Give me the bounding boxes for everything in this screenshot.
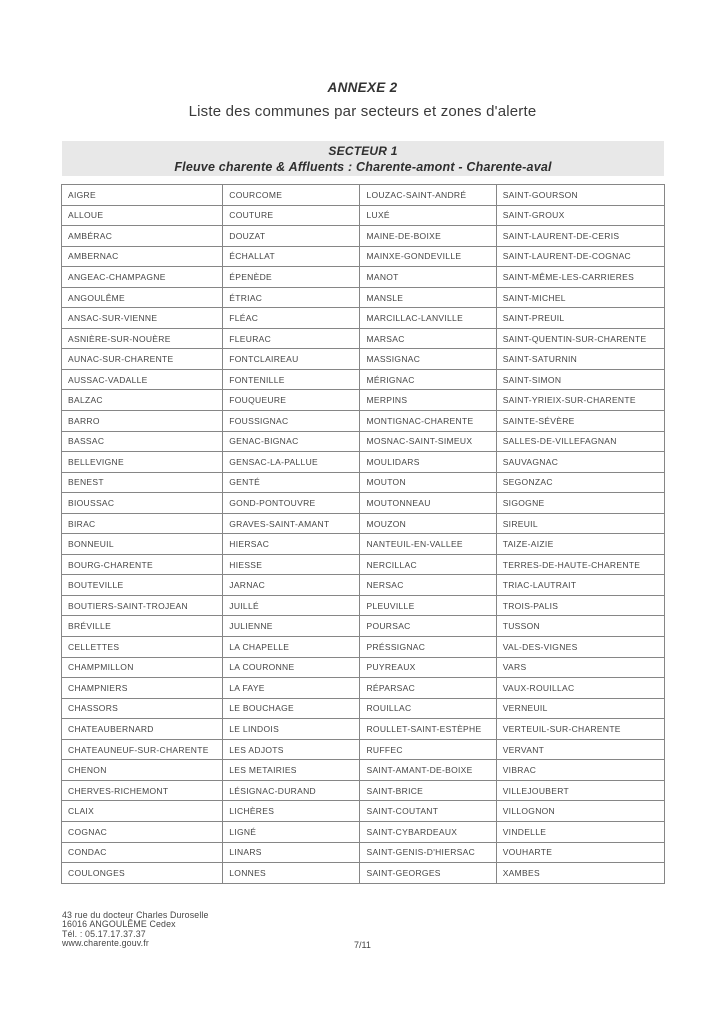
commune-cell: LE BOUCHAGE — [223, 698, 360, 719]
commune-cell: VOUHARTE — [496, 842, 664, 863]
commune-cell: GENAC-BIGNAC — [223, 431, 360, 452]
page-number: 7/11 — [354, 940, 371, 950]
table-row — [62, 657, 665, 678]
table-row — [62, 267, 665, 288]
commune-cell: HIESSE — [223, 554, 360, 575]
commune-cell: BONNEUIL — [62, 534, 223, 555]
commune-cell: GENTÉ — [223, 472, 360, 493]
commune-cell: LIGNÉ — [223, 821, 360, 842]
commune-cell: CHAMPMILLON — [62, 657, 223, 678]
commune-cell: MANOT — [360, 267, 496, 288]
commune-cell: LA FAYE — [223, 678, 360, 699]
table-row — [62, 205, 665, 226]
commune-cell: BOUTEVILLE — [62, 575, 223, 596]
commune-cell: GRAVES-SAINT-AMANT — [223, 513, 360, 534]
commune-cell: VIBRAC — [496, 760, 664, 781]
commune-cell: LA CHAPELLE — [223, 637, 360, 658]
commune-cell: VILLEJOUBERT — [496, 780, 664, 801]
table-row — [62, 554, 665, 575]
table-row — [62, 493, 665, 514]
commune-cell: LONNES — [223, 863, 360, 884]
commune-cell: ALLOUE — [62, 205, 223, 226]
commune-cell: JUILLÉ — [223, 595, 360, 616]
commune-cell: RÉPARSAC — [360, 678, 496, 699]
commune-cell: JULIENNE — [223, 616, 360, 637]
table-row — [62, 411, 665, 432]
commune-cell: BOURG-CHARENTE — [62, 554, 223, 575]
commune-cell: AMBERNAC — [62, 246, 223, 267]
commune-cell: MARSAC — [360, 328, 496, 349]
table-row — [62, 595, 665, 616]
table-row — [62, 760, 665, 781]
commune-cell: BRÉVILLE — [62, 616, 223, 637]
commune-cell: AUSSAC-VADALLE — [62, 369, 223, 390]
commune-cell: AUNAC-SUR-CHARENTE — [62, 349, 223, 370]
commune-cell: SAUVAGNAC — [496, 452, 664, 473]
commune-cell: LICHÈRES — [223, 801, 360, 822]
commune-cell: PLEUVILLE — [360, 595, 496, 616]
commune-cell: SAINT-MICHEL — [496, 287, 664, 308]
table-row — [62, 719, 665, 740]
table-row — [62, 431, 665, 452]
commune-cell: LÉSIGNAC-DURAND — [223, 780, 360, 801]
commune-cell: TERRES-DE-HAUTE-CHARENTE — [496, 554, 664, 575]
table-row — [62, 185, 665, 206]
commune-cell: FLEURAC — [223, 328, 360, 349]
commune-cell: SAINT-GOURSON — [496, 185, 664, 206]
commune-cell: NERSAC — [360, 575, 496, 596]
commune-cell: ASNIÈRE-SUR-NOUÈRE — [62, 328, 223, 349]
table-row — [62, 637, 665, 658]
table-row — [62, 287, 665, 308]
commune-cell: CELLETTES — [62, 637, 223, 658]
commune-cell: DOUZAT — [223, 226, 360, 247]
commune-cell: COGNAC — [62, 821, 223, 842]
commune-cell: TAIZE-AIZIE — [496, 534, 664, 555]
commune-cell: MOSNAC-SAINT-SIMEUX — [360, 431, 496, 452]
table-row — [62, 369, 665, 390]
commune-cell: VAL-DES-VIGNES — [496, 637, 664, 658]
commune-cell: FOUSSIGNAC — [223, 411, 360, 432]
commune-cell: SAINT-SIMON — [496, 369, 664, 390]
commune-cell: SAINT-CYBARDEAUX — [360, 821, 496, 842]
commune-cell: MANSLE — [360, 287, 496, 308]
commune-cell: NERCILLAC — [360, 554, 496, 575]
commune-cell: CHATEAUBERNARD — [62, 719, 223, 740]
table-row — [62, 739, 665, 760]
commune-cell: FONTENILLE — [223, 369, 360, 390]
commune-cell: ANGOULÊME — [62, 287, 223, 308]
commune-cell: TUSSON — [496, 616, 664, 637]
table-row — [62, 842, 665, 863]
table-row — [62, 780, 665, 801]
commune-cell: CHAMPNIERS — [62, 678, 223, 699]
commune-cell: SAINT-SATURNIN — [496, 349, 664, 370]
commune-cell: SAINT-COUTANT — [360, 801, 496, 822]
commune-cell: SAINT-GROUX — [496, 205, 664, 226]
commune-cell: GENSAC-LA-PALLUE — [223, 452, 360, 473]
commune-cell: SAINTE-SÉVÈRE — [496, 411, 664, 432]
commune-cell: CLAIX — [62, 801, 223, 822]
commune-cell: RUFFEC — [360, 739, 496, 760]
commune-cell: BOUTIERS-SAINT-TROJEAN — [62, 595, 223, 616]
commune-cell: SAINT-BRICE — [360, 780, 496, 801]
commune-cell: COUTURE — [223, 205, 360, 226]
commune-cell: SAINT-YRIEIX-SUR-CHARENTE — [496, 390, 664, 411]
commune-cell: LA COURONNE — [223, 657, 360, 678]
commune-cell: LE LINDOIS — [223, 719, 360, 740]
table-row — [62, 226, 665, 247]
page-footer — [62, 911, 209, 949]
commune-cell: FOUQUEURE — [223, 390, 360, 411]
commune-cell: BELLEVIGNE — [62, 452, 223, 473]
table-row — [62, 308, 665, 329]
table-row — [62, 575, 665, 596]
commune-cell: ANSAC-SUR-VIENNE — [62, 308, 223, 329]
commune-cell: ÉCHALLAT — [223, 246, 360, 267]
commune-cell: ROUILLAC — [360, 698, 496, 719]
table-row — [62, 534, 665, 555]
commune-cell: SALLES-DE-VILLEFAGNAN — [496, 431, 664, 452]
commune-cell: BALZAC — [62, 390, 223, 411]
table-row — [62, 821, 665, 842]
commune-cell: SAINT-QUENTIN-SUR-CHARENTE — [496, 328, 664, 349]
commune-cell: MOUTONNEAU — [360, 493, 496, 514]
commune-cell: SEGONZAC — [496, 472, 664, 493]
commune-cell: MOULIDARS — [360, 452, 496, 473]
commune-cell: VILLOGNON — [496, 801, 664, 822]
commune-cell: LINARS — [223, 842, 360, 863]
table-row — [62, 863, 665, 884]
commune-cell: VERTEUIL-SUR-CHARENTE — [496, 719, 664, 740]
commune-cell: ÉTRIAC — [223, 287, 360, 308]
commune-cell: FONTCLAIREAU — [223, 349, 360, 370]
commune-cell: SAINT-LAURENT-DE-COGNAC — [496, 246, 664, 267]
secteur-subtitle: Fleuve charente & Affluents : Charente-amont - Charente-aval — [174, 160, 552, 174]
commune-cell: FLÉAC — [223, 308, 360, 329]
commune-cell: NANTEUIL-EN-VALLEE — [360, 534, 496, 555]
commune-cell: ROULLET-SAINT-ESTÈPHE — [360, 719, 496, 740]
commune-cell: SAINT-GENIS-D'HIERSAC — [360, 842, 496, 863]
commune-cell: MARCILLAC-LANVILLE — [360, 308, 496, 329]
commune-cell: XAMBES — [496, 863, 664, 884]
commune-cell: MAINXE-GONDEVILLE — [360, 246, 496, 267]
commune-cell: BARRO — [62, 411, 223, 432]
footer-website: www.charente.gouv.fr — [62, 938, 149, 949]
footer-address-line1: 43 rue du docteur Charles Duroselle — [62, 910, 209, 920]
commune-cell: CHATEAUNEUF-SUR-CHARENTE — [62, 739, 223, 760]
table-row — [62, 328, 665, 349]
table-row — [62, 698, 665, 719]
commune-cell: TROIS-PALIS — [496, 595, 664, 616]
commune-cell: LUXÉ — [360, 205, 496, 226]
commune-cell: COURCOME — [223, 185, 360, 206]
commune-cell: MOUZON — [360, 513, 496, 534]
commune-cell: BASSAC — [62, 431, 223, 452]
commune-cell: CHENON — [62, 760, 223, 781]
commune-cell: POURSAC — [360, 616, 496, 637]
commune-cell: MAINE-DE-BOIXE — [360, 226, 496, 247]
communes-table-body — [62, 185, 665, 884]
commune-cell: CHERVES-RICHEMONT — [62, 780, 223, 801]
commune-cell: MÉRIGNAC — [360, 369, 496, 390]
commune-cell: TRIAC-LAUTRAIT — [496, 575, 664, 596]
commune-cell: COULONGES — [62, 863, 223, 884]
table-row — [62, 452, 665, 473]
commune-cell: HIERSAC — [223, 534, 360, 555]
commune-cell: VINDELLE — [496, 821, 664, 842]
secteur-header-band — [62, 141, 664, 176]
table-row — [62, 513, 665, 534]
commune-cell: BIOUSSAC — [62, 493, 223, 514]
commune-cell: SAINT-LAURENT-DE-CERIS — [496, 226, 664, 247]
table-row — [62, 390, 665, 411]
commune-cell: VAUX-ROUILLAC — [496, 678, 664, 699]
commune-cell: PRÉSSIGNAC — [360, 637, 496, 658]
commune-cell: SAINT-AMANT-DE-BOIXE — [360, 760, 496, 781]
commune-cell: VARS — [496, 657, 664, 678]
commune-cell: SAINT-PREUIL — [496, 308, 664, 329]
commune-cell: BENEST — [62, 472, 223, 493]
commune-cell: ANGEAC-CHAMPAGNE — [62, 267, 223, 288]
secteur-title: SECTEUR 1 — [328, 144, 398, 158]
commune-cell: GOND-PONTOUVRE — [223, 493, 360, 514]
commune-cell: JARNAC — [223, 575, 360, 596]
commune-cell: MERPINS — [360, 390, 496, 411]
table-row — [62, 801, 665, 822]
commune-cell: MOUTON — [360, 472, 496, 493]
page-subtitle: Liste des communes par secteurs et zones d'alerte — [188, 103, 537, 120]
commune-cell: SAINT-GEORGES — [360, 863, 496, 884]
commune-cell: VERVANT — [496, 739, 664, 760]
table-row — [62, 678, 665, 699]
footer-address-line2: 16016 ANGOULÊME Cedex — [62, 919, 176, 930]
table-row — [62, 246, 665, 267]
table-row — [62, 616, 665, 637]
commune-cell: LOUZAC-SAINT-ANDRÉ — [360, 185, 496, 206]
commune-cell: SAINT-MÊME-LES-CARRIERES — [496, 267, 664, 288]
commune-cell: CHASSORS — [62, 698, 223, 719]
communes-table — [61, 184, 665, 884]
commune-cell: SIREUIL — [496, 513, 664, 534]
commune-cell: LES METAIRIES — [223, 760, 360, 781]
commune-cell: MONTIGNAC-CHARENTE — [360, 411, 496, 432]
commune-cell: VERNEUIL — [496, 698, 664, 719]
footer-phone: Tél. : 05.17.17.37.37 — [62, 928, 146, 939]
commune-cell: AIGRE — [62, 185, 223, 206]
commune-cell: ÉPENÈDE — [223, 267, 360, 288]
commune-cell: MASSIGNAC — [360, 349, 496, 370]
table-row — [62, 349, 665, 370]
table-row — [62, 472, 665, 493]
commune-cell: AMBÉRAC — [62, 226, 223, 247]
annexe-title: ANNEXE 2 — [327, 80, 398, 95]
commune-cell: CONDAC — [62, 842, 223, 863]
commune-cell: PUYREAUX — [360, 657, 496, 678]
commune-cell: SIGOGNE — [496, 493, 664, 514]
commune-cell: BIRAC — [62, 513, 223, 534]
commune-cell: LES ADJOTS — [223, 739, 360, 760]
